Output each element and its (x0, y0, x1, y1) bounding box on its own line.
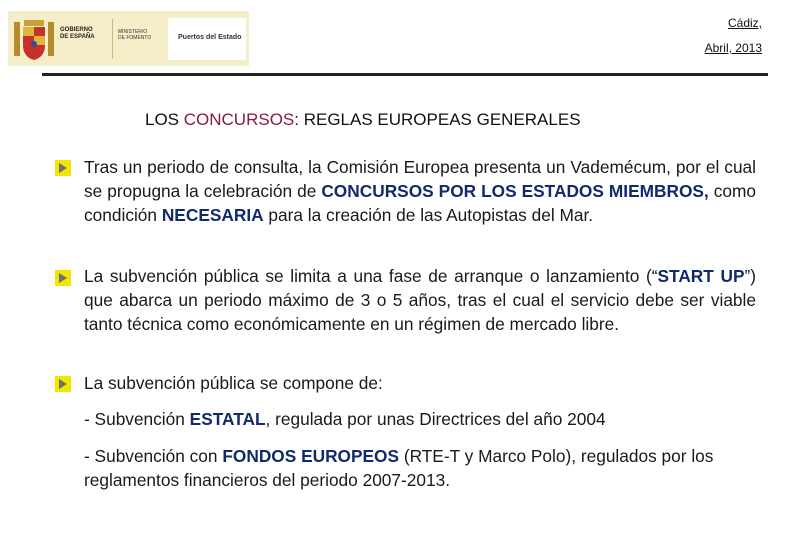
ministerio-logo-text: MINISTERIO DE FOMENTO (118, 29, 152, 41)
coat-of-arms-icon (12, 16, 56, 62)
puertos-del-estado-text: Puertos del Estado (178, 34, 242, 41)
bullet-icon (55, 270, 71, 286)
gobierno-logo-text: GOBIERNO DE ESPAÑA (60, 27, 95, 40)
slide-title: LOS CONCURSOS: REGLAS EUROPEAS GENERALES (145, 110, 581, 129)
header-divider (42, 73, 768, 76)
list-item: La subvención pública se compone de: (84, 373, 383, 393)
puertos-del-estado-logo (168, 18, 246, 60)
sub-item: - Subvención con FONDOS EUROPEOS (RTE-T y Marco Polo), regulados por los reglamentos financieros del periodo 2007-2013. (84, 446, 714, 491)
list-item: Tras un periodo de consulta, la Comisión Europea presenta un Vademécum, por el cual se propugna la celebración de CONCURSOS POR LOS ESTADOS MIEMBROS, como condición NECESARIA para la creación de las Autopistas del Mar. (84, 157, 756, 226)
bullet-icon (55, 160, 71, 176)
bullet-icon (55, 376, 71, 392)
header-logos (8, 11, 249, 66)
list-item: La subvención pública se limita a una fase de arranque o lanzamiento (“START UP”) que abarca un periodo máximo de 3 o 5 años, tras el cual el servicio debe ser viable tanto técnica como económicamente en un régimen de mercado libre. (84, 266, 756, 335)
sub-item: - Subvención ESTATAL, regulada por unas Directrices del año 2004 (84, 409, 606, 429)
title-keyword: CONCURSOS (183, 110, 295, 129)
logo-separator (112, 19, 113, 59)
header-date: Abril, 2013 (704, 41, 762, 55)
header-city: Cádiz, (727, 16, 762, 30)
